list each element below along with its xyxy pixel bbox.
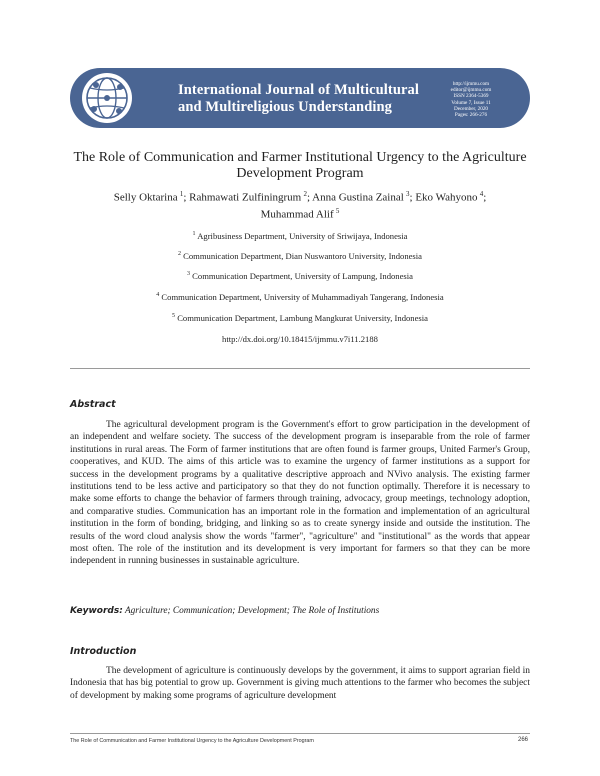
affiliation-text: Communication Department, University of Muhammadiyah Tangerang, Indonesia [159, 292, 444, 302]
section-divider [70, 368, 530, 369]
journal-email[interactable]: editor@ijmmu.com [450, 87, 492, 94]
affiliation-text: Agribusiness Department, University of Sriwijaya, Indonesia [195, 231, 408, 241]
affiliation-item [60, 271, 540, 281]
affiliation-mark: 2 [178, 251, 181, 258]
affiliation-text: Communication Department, Lambung Mangkurat University, Indonesia [175, 313, 428, 323]
author-separator: ; [306, 191, 313, 204]
author-name: Rahmawati Zulfiningrum [189, 191, 302, 204]
author-name: Selly Oktarina [113, 191, 178, 204]
author-affiliation-mark: 2 [303, 190, 307, 198]
journal-issn: ISSN 2364-5369 [453, 93, 489, 100]
doi-link[interactable]: http://dx.doi.org/10.18415/ijmmu.v7i11.2188 [222, 334, 378, 344]
journal-volume: Volume 7, Issue 11 [451, 99, 491, 106]
author-name: Eko Wahyono [415, 191, 478, 204]
affiliation-mark: 5 [172, 313, 176, 320]
keywords-label: Keywords: [70, 606, 123, 616]
affiliation-item [60, 251, 540, 261]
journal-meta [426, 81, 516, 118]
author-name: Anna Gustina Zainal [312, 191, 404, 204]
affiliation-item [60, 231, 540, 241]
author-affiliation-mark: 4 [479, 190, 484, 198]
journal-url[interactable]: http://ijmmu.com [452, 81, 490, 87]
affiliation-mark: 4 [156, 292, 160, 299]
affiliation-mark: 1 [192, 231, 196, 238]
journal-date: December, 2020 [453, 105, 489, 112]
introduction-heading: Introduction [70, 646, 137, 657]
journal-banner [70, 68, 530, 128]
author-separator: ; [409, 191, 416, 204]
journal-title-line-2: and Multireligious Understanding [178, 99, 393, 115]
author-affiliation-mark: 5 [335, 206, 340, 215]
journal-logo [82, 73, 132, 123]
author-name: Muhammad Alif [260, 208, 334, 221]
keywords [70, 606, 530, 616]
running-title: The Role of Communication and Farmer Institutional Urgency to the Agriculture Development Program [70, 738, 314, 744]
affiliation-mark: 3 [187, 271, 191, 278]
abstract-body: The agricultural development program is the Government's effort to grow participation in the development of an independent and welfare society. The success of the development program is inseparable from the role of farmer institutions in rural areas. The Form of farmer institutions that are often found is farmer groups, United Farmer's Group, cooperatives, and KUD. The aims of this article was to examine the urgency of farmer institutions as a support for success in the development programs by a qualitative descriptive approach and NVivo analysis. The existing farmer institutions tend to be less active and participatory so that they do not function optimally. Therefore it is necessary to make some efforts to change the behavior of farmers through training, advocacy, group meetings, technology adoption, and comparative studies. Communication has an important role in the formation and implementation of an agricultural institution in the form of bonding, bridging, and linking so as to create synergy inside and outside the institution. The results of the word cloud analysis show the words "farmer", "agriculture" and "institutional" as the words that appear most often. The role of the institution and its development is very important for farmers so that they can be more independent in running businesses in sustainable agriculture. [70, 420, 530, 567]
affiliation-item [60, 292, 540, 302]
journal-title-line-1: International Journal of Multicultural [178, 82, 420, 98]
affiliation-text: Communication Department, University of Lampung, Indonesia [190, 271, 413, 281]
journal-title [178, 82, 438, 116]
introduction-body: The development of agriculture is continuously develops by the government, it aims to support agrarian field in Indonesia that has big potential to grow up. Government is giving much attentions to the farmer who becomes the subject of development by making some programs of agriculture development [70, 666, 530, 701]
page-number: 266 [517, 737, 528, 743]
author-affiliation-mark: 1 [179, 190, 184, 198]
affiliation-item [60, 313, 540, 323]
author-list [80, 188, 520, 221]
author-separator: ; [483, 191, 487, 204]
author-affiliation-mark: 3 [406, 190, 410, 198]
globe-network-icon [82, 73, 132, 123]
keywords-text: Agriculture; Communication; Development; The Role of Institutions [122, 606, 380, 616]
article-title-line-2: Development Program [236, 166, 364, 181]
affiliation-text: Communication Department, Dian Nuswantoro University, Indonesia [181, 251, 422, 261]
abstract-heading: Abstract [70, 399, 116, 410]
article-title [60, 150, 540, 182]
author-separator: ; [183, 191, 190, 204]
footer-divider [70, 733, 530, 734]
article-title-line-1: The Role of Communication and Farmer Institutional Urgency to the Agriculture [73, 150, 527, 165]
journal-pages: Pages: 266-276 [454, 112, 488, 119]
